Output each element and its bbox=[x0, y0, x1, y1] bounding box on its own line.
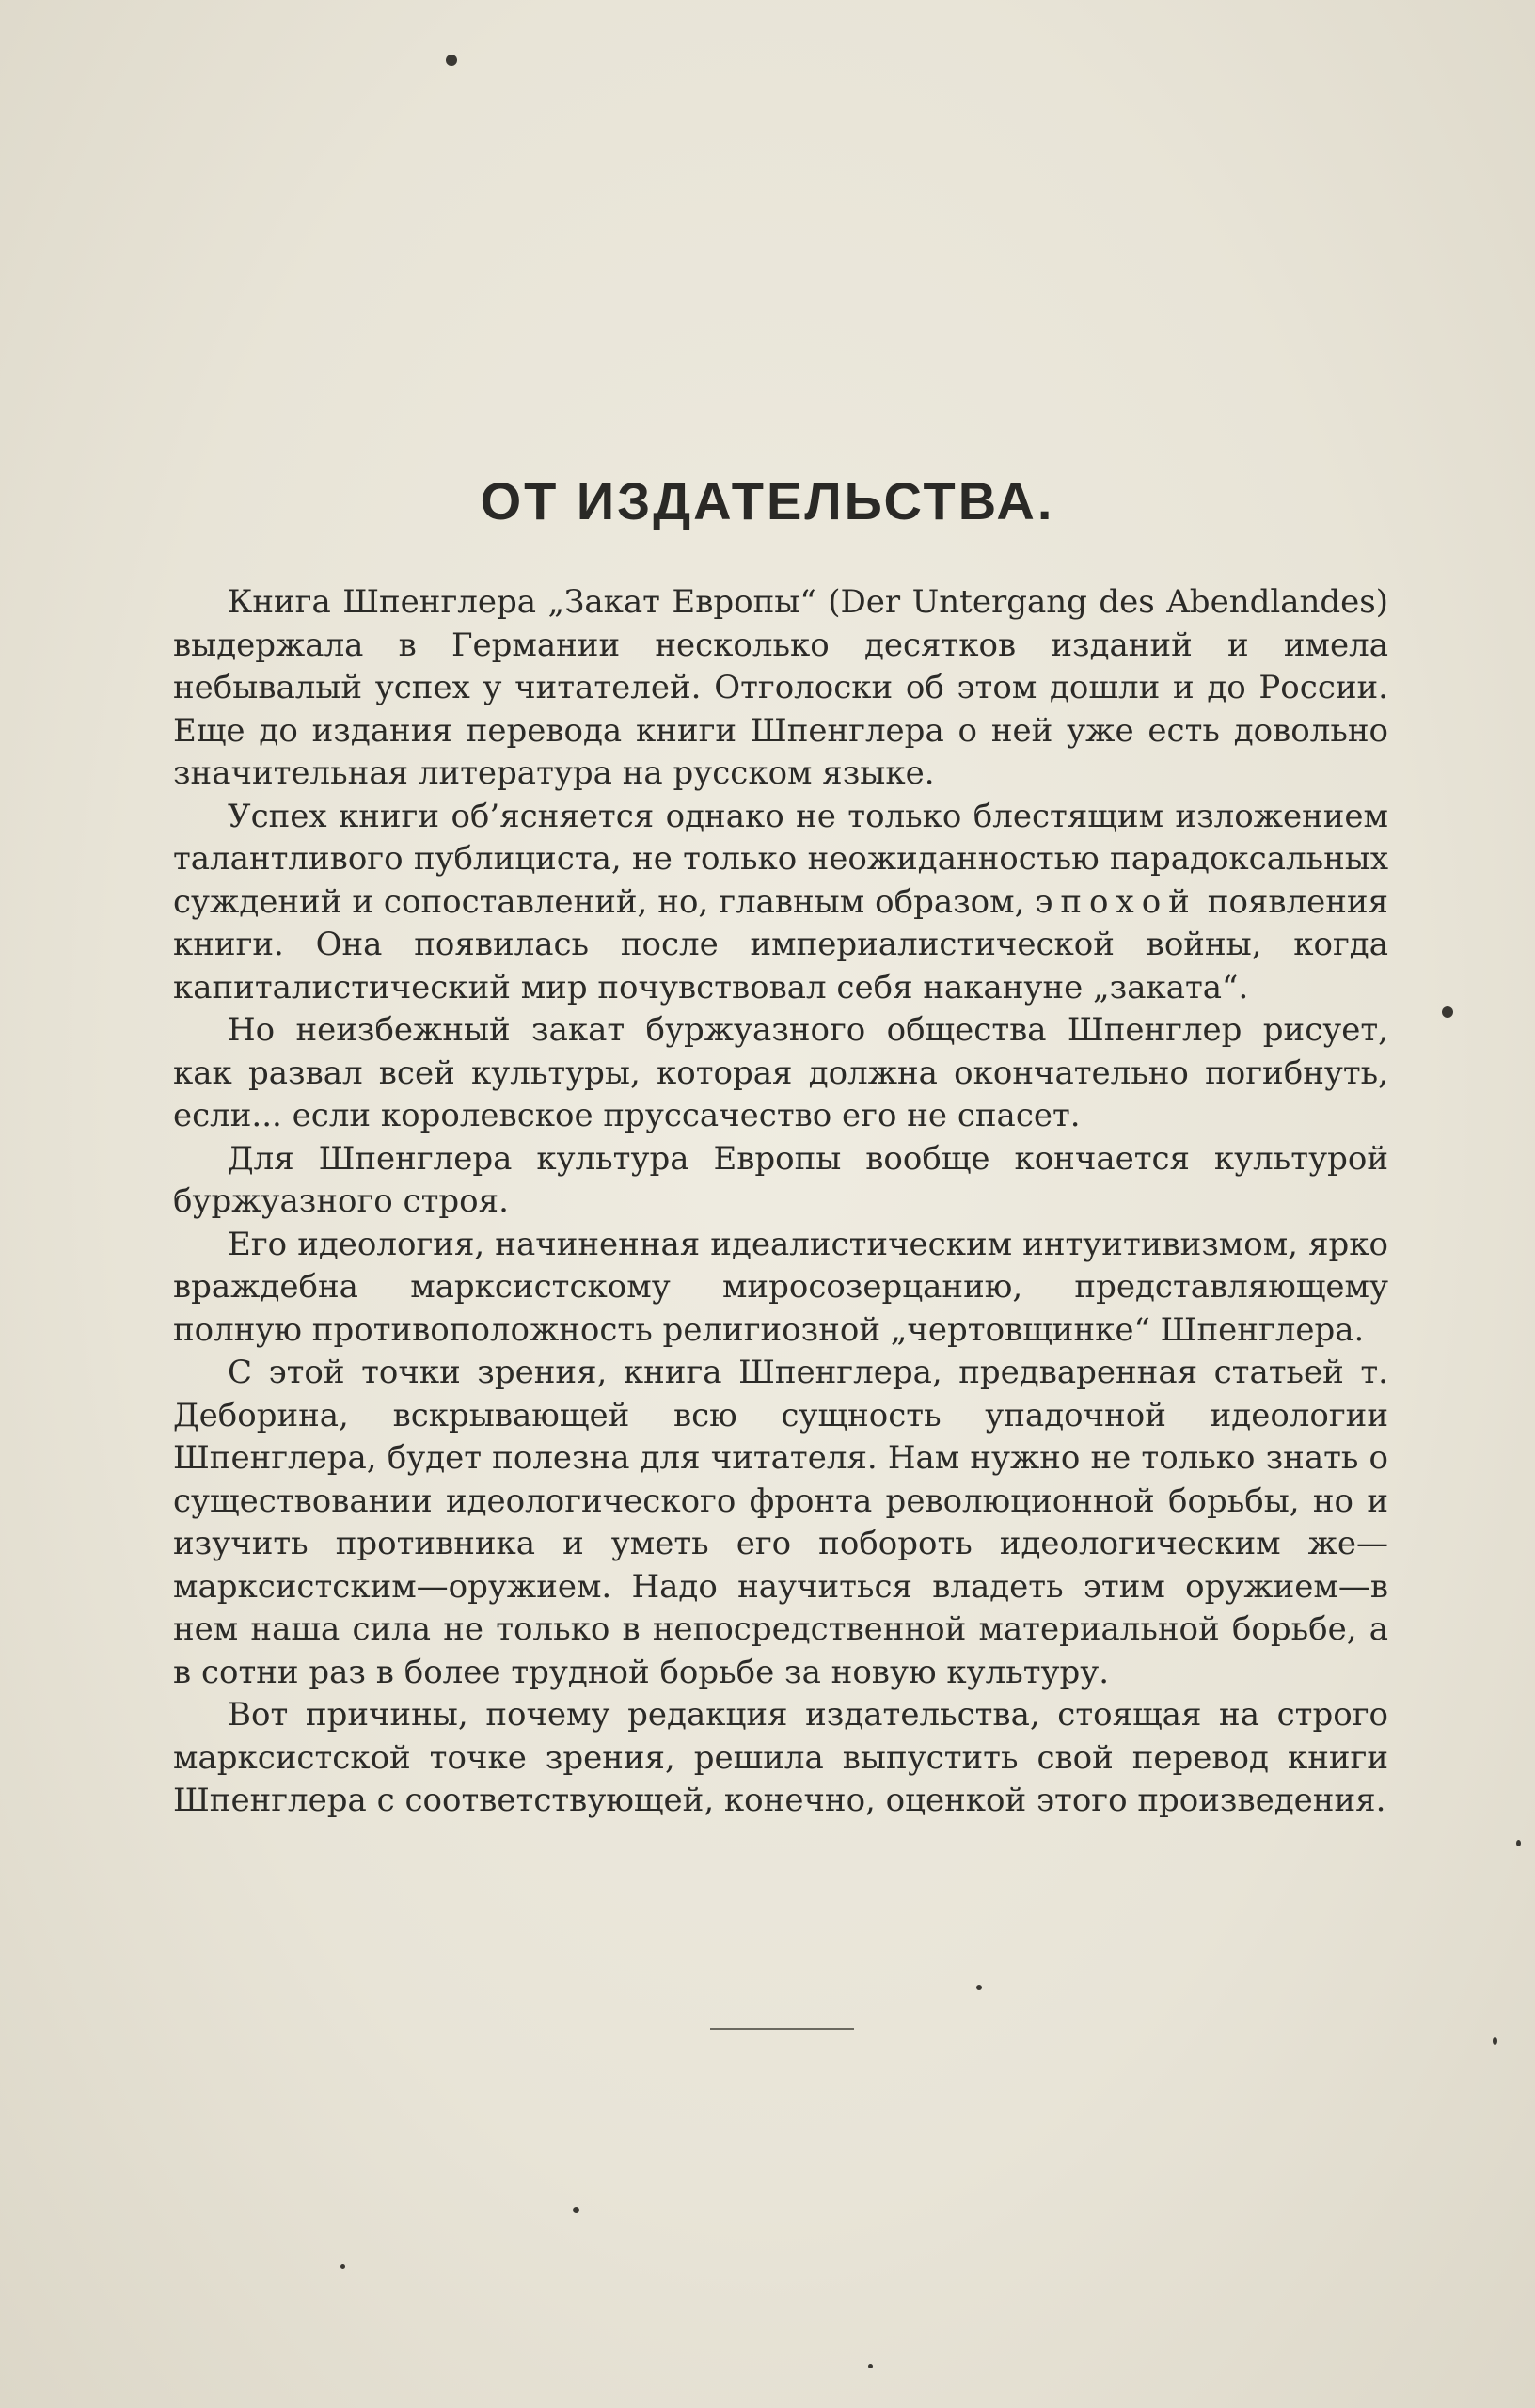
paragraph-4: Для Шпенглера культура Европы вообще кончается культурой буржуазного строя. bbox=[173, 1139, 1388, 1220]
paragraph-2-text-before: Успех книги об’ясняется однако не только блестящим изложением талантливого публициста, не только неожиданностью парадоксальных суждений и сопоставлений, но, главным образом, bbox=[173, 797, 1388, 921]
paragraph-6: С этой точки зрения, книга Шпенглера, предваренная статьей т. Деборина, вскрывающей всю сущность упадочной идеологии Шпенглера, будет полезна для читателя. Нам нужно не только знать о существовании идеологического фронта революционной борьбы, но и изучить противника и уметь его побороть идеологическим же—марксистским—оружием. Надо научиться владеть этим оружием—в нем наша сила не только в непосредственной материальной борьбе, а в сотни раз в более трудной борьбе за новую культуру. bbox=[173, 1354, 1388, 1691]
paper-speck bbox=[976, 1985, 982, 1990]
paper-speck bbox=[868, 2364, 873, 2368]
paper-speck bbox=[446, 55, 457, 66]
paragraph-2 bbox=[173, 796, 1388, 1010]
paragraph-3: Но неизбежный закат буржуазного общества Шпенглер рисует, как развал всей культуры, которая должна окончательно погибнуть, если... если королевское пруссачество его не спасет. bbox=[173, 1011, 1388, 1134]
publisher-foreword bbox=[173, 581, 1388, 1823]
paragraph-2-text-after: появления книги. Она появилась после империалистической войны, когда капиталистический мир почувствовал себя накануне „заката“. bbox=[173, 882, 1388, 1006]
paper-speck bbox=[1516, 1840, 1521, 1846]
paragraph-1: Книга Шпенглера „Закат Европы“ (Der Untergang des Abendlandes) выдержала в Германии несколько десятков изданий и имела небывалый успех у читателей. Отголоски об этом дошли и до России. Еще до издания перевода книги Шпенглера о ней уже есть довольно значительная литература на русском языке. bbox=[173, 583, 1388, 792]
paragraph-7: Вот причины, почему редакция издательства, стоящая на строго марксистской точке зрения, решила выпустить свой перевод книги Шпенглера с соответствующей, конечно, оценкой этого произведения. bbox=[173, 1696, 1388, 1819]
page-title: ОТ ИЗДАТЕЛЬСТВА. bbox=[480, 471, 1055, 531]
closing-rule bbox=[710, 2028, 854, 2030]
paragraph-2-spaced-word: эпохой bbox=[1035, 882, 1197, 921]
paper-speck bbox=[573, 2207, 579, 2213]
paragraph-5: Его идеология, начиненная идеалистическим интуитивизмом, ярко враждебна марксистскому миросозерцанию, представляющему полную противоположность религиозной „чертовщинке“ Шпенглера. bbox=[173, 1225, 1388, 1349]
paper-speck bbox=[1442, 1006, 1453, 1018]
paper-speck bbox=[340, 2264, 345, 2269]
paper-speck bbox=[1493, 2037, 1497, 2045]
